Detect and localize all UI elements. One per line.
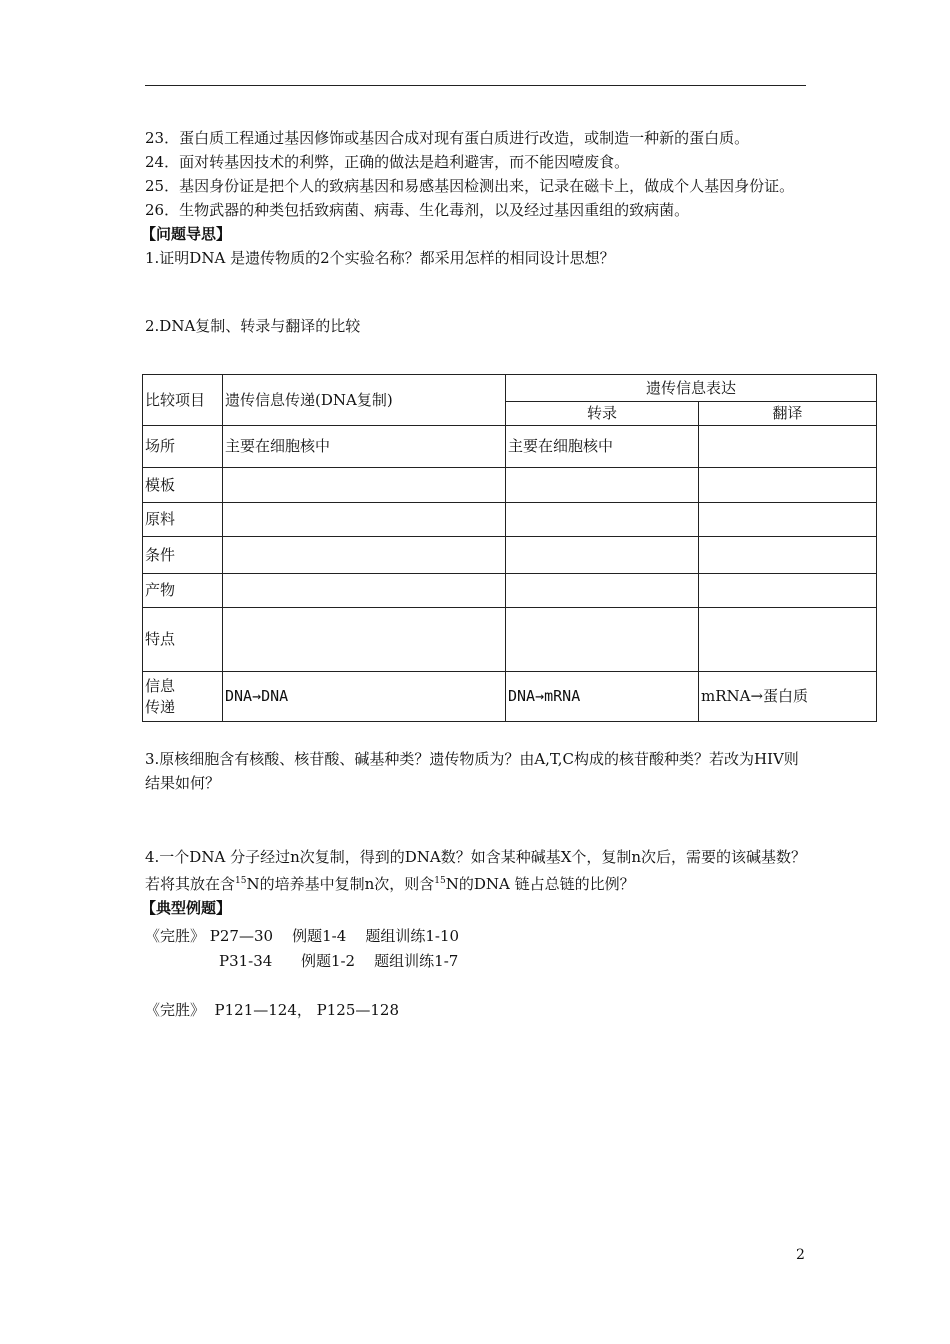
cell-info-replication: DNA→DNA — [223, 672, 506, 722]
table-row — [143, 426, 877, 468]
cell-replication — [223, 537, 506, 574]
header-rule — [145, 85, 806, 86]
table-row — [143, 468, 877, 503]
cell-translation — [699, 468, 877, 503]
reference-line-3: 《完胜》 P121—124， P125—128 — [145, 1001, 400, 1019]
question-1: 1.证明DNA 是遗传物质的2个实验名称？都采用怎样的相同设计思想？ — [145, 249, 615, 267]
header-item: 比较项目 — [143, 375, 223, 426]
cell-translation — [699, 503, 877, 537]
cell-translation — [699, 608, 877, 672]
cell-info-translation: mRNA→蛋白质 — [699, 672, 877, 722]
header-transcription: 转录 — [506, 402, 699, 426]
question-4-part-c: N的DNA 链占总链的比例？ — [445, 875, 635, 893]
item-23: 23．蛋白质工程通过基因修饰或基因合成对现有蛋白质进行改造，或制造一种新的蛋白质。 — [145, 129, 750, 147]
table-row — [143, 672, 877, 722]
question-3: 3.原核细胞含有核酸、核苷酸、碱基种类？遗传物质为？由A,T,C构成的核苷酸种类？若改为HIV则结果如何？ — [145, 750, 799, 792]
text-block — [141, 126, 810, 338]
table-row — [143, 574, 877, 608]
comparison-table — [142, 374, 877, 722]
row-label: 模板 — [143, 468, 223, 503]
page-number: 2 — [796, 1247, 805, 1263]
reference-line-2: P31-34 例题1-2 题组训练1-7 — [219, 952, 459, 970]
item-26: 26．生物武器的种类包括致病菌、病毒、生化毒剂，以及经过基因重组的致病菌。 — [145, 201, 690, 219]
cell-translation — [699, 537, 877, 574]
cell-transcription — [506, 537, 699, 574]
question-2-title: 2.DNA复制、转录与翻译的比较 — [145, 317, 361, 335]
cell-replication — [223, 574, 506, 608]
row-label: 特点 — [143, 608, 223, 672]
row-label: 条件 — [143, 537, 223, 574]
cell-replication: 主要在细胞核中 — [223, 426, 506, 468]
cell-translation — [699, 574, 877, 608]
header-replication: 遗传信息传递(DNA复制) — [223, 375, 506, 426]
question-4 — [145, 845, 810, 896]
cell-transcription: 主要在细胞核中 — [506, 426, 699, 468]
table-row — [143, 608, 877, 672]
question-block — [141, 747, 810, 920]
row-label-line-1: 信息 — [145, 676, 176, 695]
cell-transcription — [506, 468, 699, 503]
cell-transcription — [506, 503, 699, 537]
question-4-part-a: 4.一个DNA 分子经过n次复制，得到的DNA数？如含某种碱基X个，复制n次后，需要的该碱基数？若将其放在含 — [145, 848, 807, 893]
section-heading-examples: 【典型例题】 — [141, 899, 232, 917]
cell-replication — [223, 468, 506, 503]
row-label: 产物 — [143, 574, 223, 608]
cell-replication — [223, 608, 506, 672]
row-label: 原料 — [143, 503, 223, 537]
cell-replication — [223, 503, 506, 537]
question-4-part-b: N的培养基中复制n次，则含 — [246, 875, 435, 893]
cell-info-transcription: DNA→mRNA — [506, 672, 699, 722]
cell-transcription — [506, 608, 699, 672]
reference-line-1: 《完胜》 P27—30 例题1-4 题组训练1-10 — [145, 927, 460, 945]
table-row — [143, 503, 877, 537]
isotope-superscript: 15 — [434, 876, 446, 886]
header-expression: 遗传信息表达 — [506, 375, 877, 402]
table-row — [143, 537, 877, 574]
cell-transcription — [506, 574, 699, 608]
header-translation: 翻译 — [699, 402, 877, 426]
isotope-superscript: 15 — [235, 876, 247, 886]
item-24: 24．面对转基因技术的利弊，正确的做法是趋利避害，而不能因噎废食。 — [145, 153, 630, 171]
item-25: 25．基因身份证是把个人的致病基因和易感基因检测出来，记录在磁卡上，做成个人基因身份证。 — [145, 177, 795, 195]
section-heading-problem: 【问题导思】 — [141, 225, 232, 243]
row-label: 场所 — [143, 426, 223, 468]
cell-translation — [699, 426, 877, 468]
row-label-info — [143, 672, 223, 722]
row-label-line-2: 传递 — [145, 697, 176, 716]
